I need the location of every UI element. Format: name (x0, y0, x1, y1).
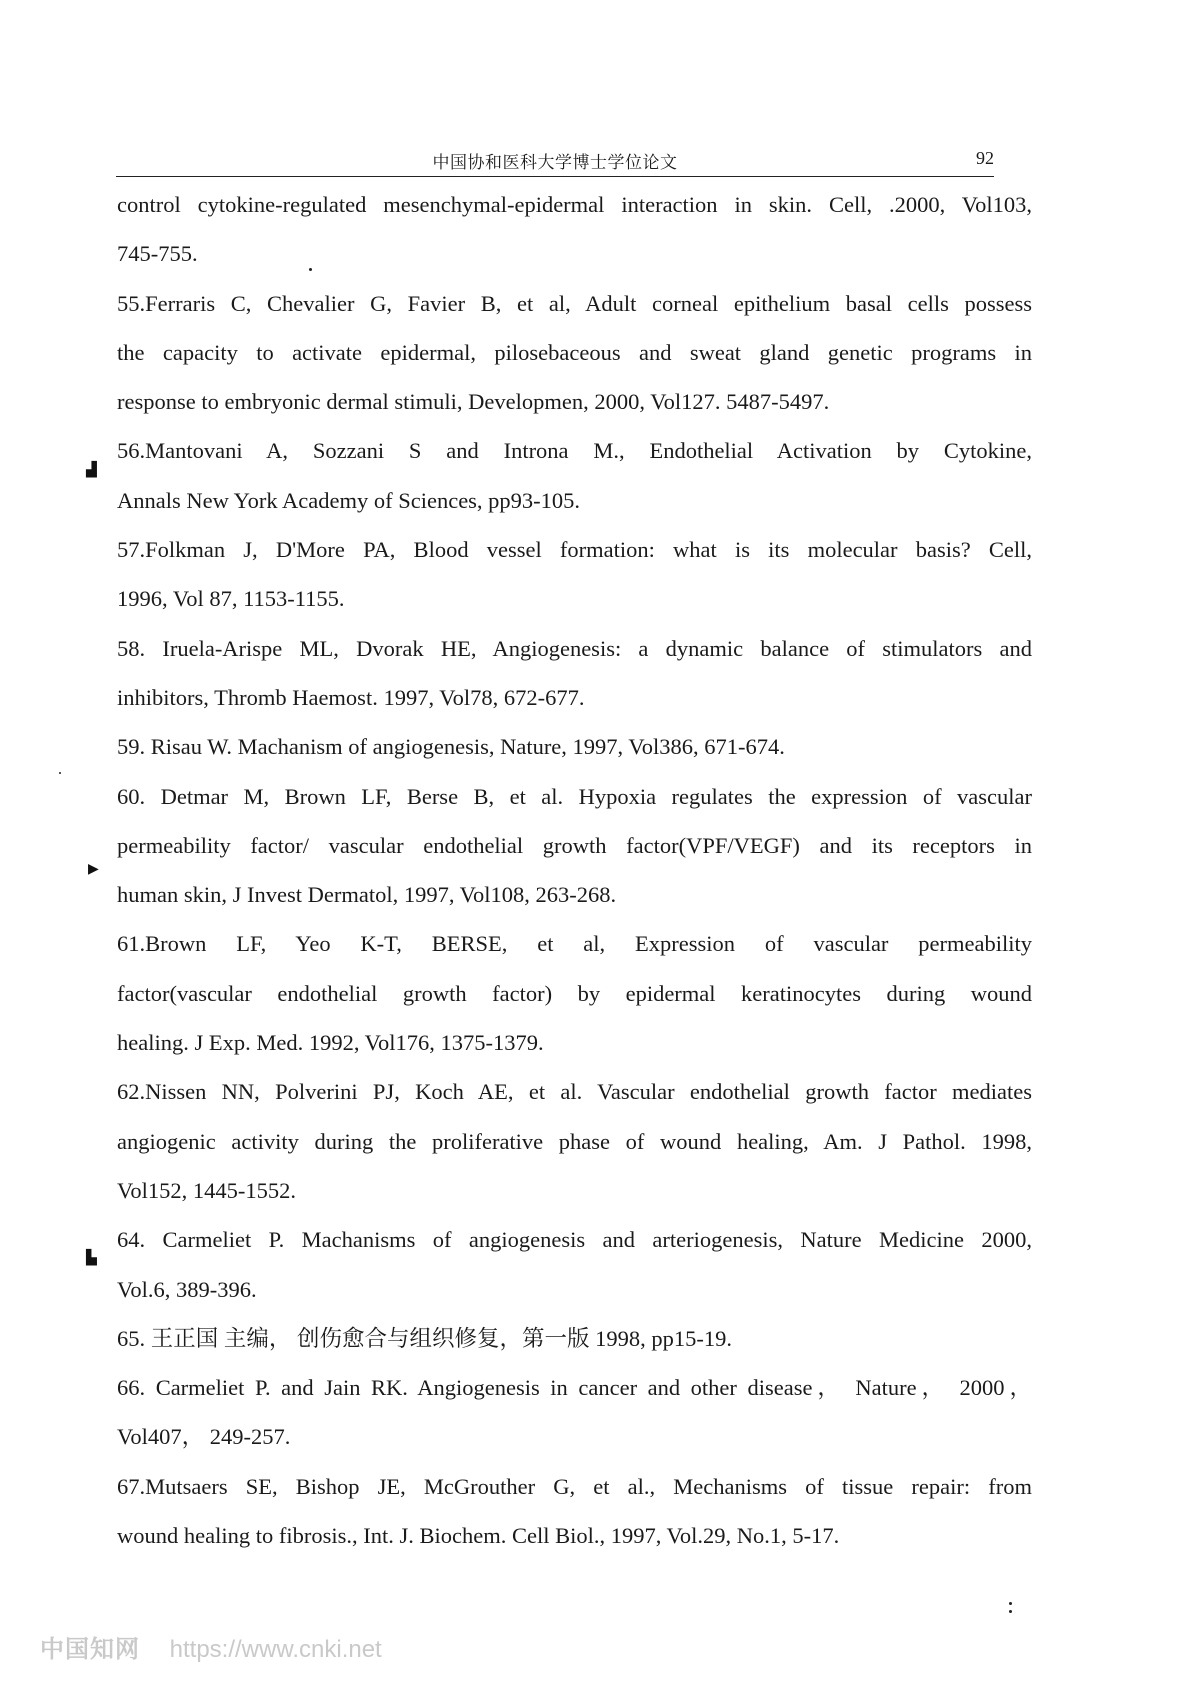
reference-line: 61.Brown LF, Yeo K-T, BERSE, et al, Expression of vascular permeability (117, 931, 1032, 957)
reference-line: 1996, Vol 87, 1153-1155. (117, 586, 345, 612)
reference-line: 67.Mutsaers SE, Bishop JE, McGrouther G, et al., Mechanisms of tissue repair: from (117, 1473, 1032, 1499)
reference-line: 62.Nissen NN, Polverini PJ, Koch AE, et al. Vascular endothelial growth factor mediates (117, 1079, 1032, 1105)
reference-line: Annals New York Academy of Sciences, pp93-105. (117, 487, 581, 513)
cnki-url: https://www.cnki.net (169, 1636, 382, 1663)
reference-line: human skin, J Invest Dermatol, 1997, Vol108, 263-268. (117, 882, 617, 908)
reference-line: permeability factor/ vascular endothelial growth factor(VPF/VEGF) and its receptors in (117, 832, 1032, 858)
scan-dot (309, 268, 312, 271)
reference-line: the capacity to activate epidermal, pilosebaceous and sweat gland genetic programs in (117, 339, 1032, 365)
scan-dot (1009, 1610, 1012, 1613)
reference-list (117, 180, 1032, 1560)
reference-line: 60. Detmar M, Brown LF, Berse B, et al. Hypoxia regulates the expression of vascular (117, 783, 1032, 809)
scan-dot (1009, 1602, 1012, 1605)
reference-line: 66. Carmeliet P. and Jain RK. Angiogenesis in cancer and other disease， Nature， 2000， (117, 1375, 1032, 1401)
reference-line: 56.Mantovani A, Sozzani S and Introna M., Endothelial Activation by Cytokine, (117, 438, 1032, 464)
reference-line: 57.Folkman J, D'More PA, Blood vessel formation: what is its molecular basis? Cell, (117, 537, 1032, 563)
reference-line: 64. Carmeliet P. Machanisms of angiogenesis and arteriogenesis, Nature Medicine 2000, (117, 1227, 1032, 1253)
cnki-watermark (40, 1629, 382, 1664)
reference-line: Vol407， 249-257. (117, 1424, 291, 1450)
cnki-logo: 中国知网 (40, 1635, 140, 1663)
page-header (116, 146, 994, 177)
scan-speck-icon: ▟ (86, 462, 97, 478)
reference-line: angiogenic activity during the proliferative phase of wound healing, Am. J Pathol. 1998, (117, 1128, 1032, 1154)
reference-line: inhibitors, Thromb Haemost. 1997, Vol78, 672-677. (117, 684, 585, 710)
reference-line: 65. 王正国 主编， 创伤愈合与组织修复，第一版 1998, pp15-19. (117, 1325, 732, 1351)
scan-dot (59, 772, 61, 774)
reference-line: 745-755. (117, 241, 198, 267)
reference-line: response to embryonic dermal stimuli, Developmen, 2000, Vol127. 5487-5497. (117, 389, 830, 415)
reference-line: 55.Ferraris C, Chevalier G, Favier B, et al, Adult corneal epithelium basal cells possess (117, 290, 1032, 316)
scan-speck-icon: ▙ (86, 1250, 97, 1266)
reference-line: 58. Iruela-Arispe ML, Dvorak HE, Angiogenesis: a dynamic balance of stimulators and (117, 635, 1032, 661)
reference-line: Vol.6, 389-396. (117, 1276, 257, 1302)
scan-speck-icon: ▶ (88, 861, 99, 877)
reference-line: wound healing to fibrosis., Int. J. Biochem. Cell Biol., 1997, Vol.29, No.1, 5-17. (117, 1523, 840, 1549)
reference-line: healing. J Exp. Med. 1992, Vol176, 1375-1379. (117, 1030, 544, 1056)
reference-line: control cytokine-regulated mesenchymal-epidermal interaction in skin. Cell, .2000, Vol103, (117, 192, 1032, 217)
reference-line: factor(vascular endothelial growth factor) by epidermal keratinocytes during wound (117, 980, 1032, 1006)
page-number: 92 (976, 148, 994, 168)
reference-line: 59. Risau W. Machanism of angiogenesis, Nature, 1997, Vol386, 671-674. (117, 734, 785, 760)
reference-line: Vol152, 1445-1552. (117, 1177, 296, 1203)
header-title: 中国协和医科大学博士学位论文 (432, 153, 678, 173)
